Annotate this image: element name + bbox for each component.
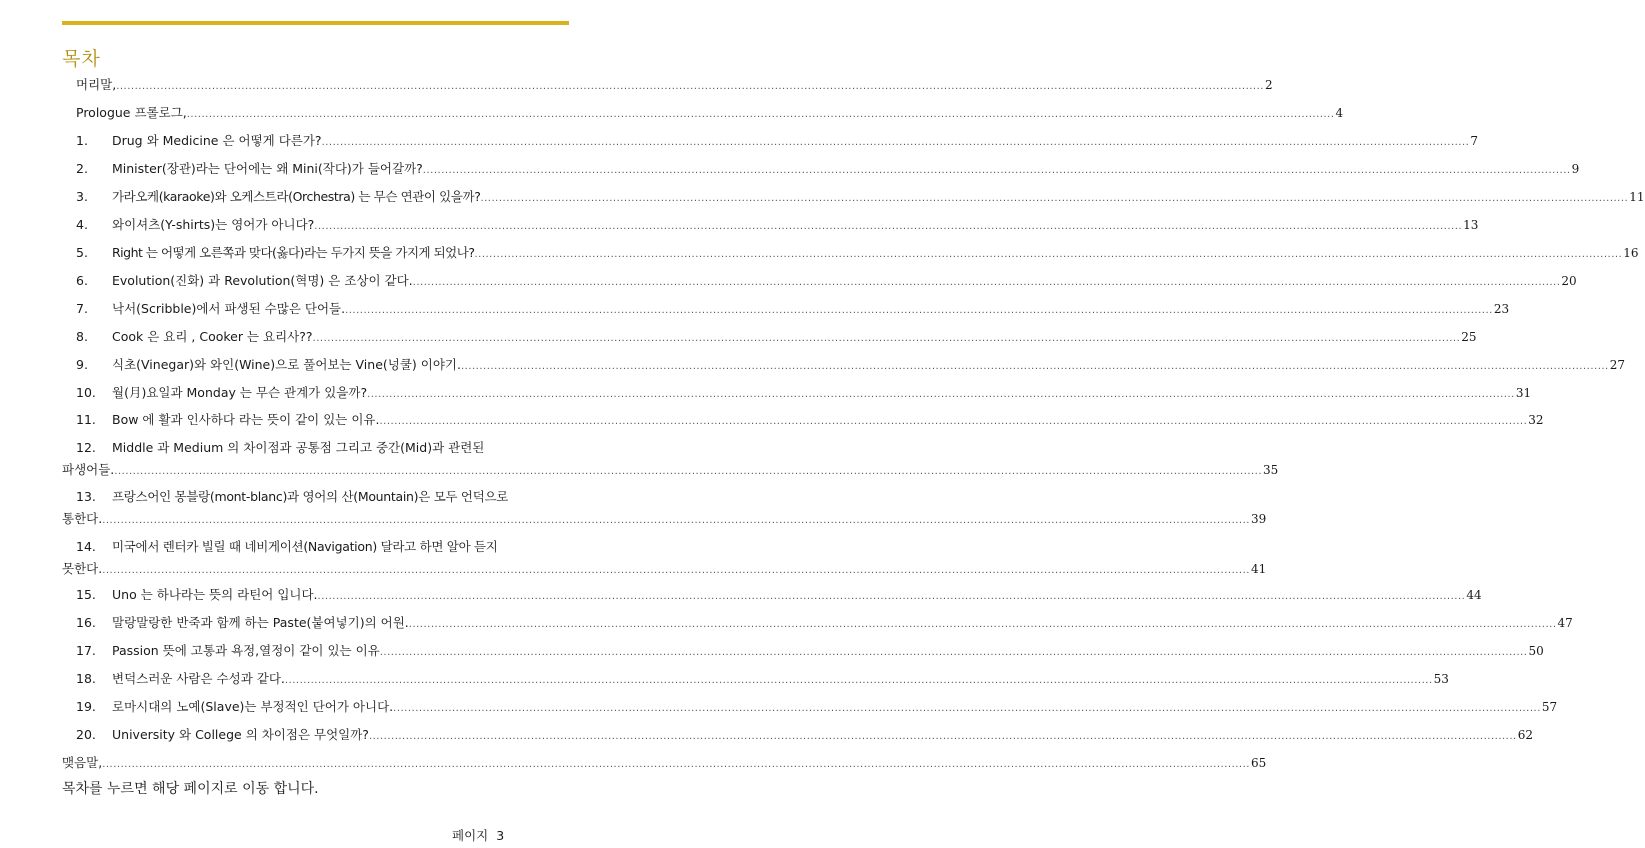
- toc-entry-number: 7.: [76, 301, 88, 316]
- toc-entry-number: 5.: [76, 245, 88, 260]
- toc-page-number: 50: [1528, 644, 1544, 658]
- toc-page-number: 13: [1463, 218, 1479, 232]
- toc-entry-13[interactable]: [62, 488, 1267, 530]
- leader-dots: [187, 106, 1335, 124]
- leader-dots: [474, 246, 1622, 264]
- toc-entry-number: 1.: [76, 133, 88, 148]
- toc-entry-15[interactable]: [76, 586, 1482, 606]
- toc-title: 목차: [62, 48, 101, 70]
- toc-entry-number: 12.: [76, 440, 96, 455]
- toc-entry-text: 프랑스어인 몽블랑(mont-blanc)과 영어의 산(Mountain)은 모두 언덕으로: [112, 489, 509, 504]
- toc-entry-number: 18.: [76, 671, 96, 686]
- toc-page-number: 27: [1609, 358, 1626, 372]
- leader-dots: [480, 190, 1628, 208]
- toc-entry-1[interactable]: [76, 132, 1478, 152]
- toc-entry-9[interactable]: [76, 356, 1626, 376]
- toc-page-number: 4: [1335, 106, 1344, 120]
- toc-entry-prologue[interactable]: [76, 104, 1344, 124]
- toc-page-number: 9: [1571, 162, 1580, 176]
- toc-entry-2[interactable]: [76, 160, 1580, 180]
- toc-page-number: 47: [1557, 616, 1573, 630]
- toc-entry-number: 4.: [76, 217, 88, 232]
- toc-entry-6[interactable]: [76, 272, 1577, 292]
- toc-entry-text: 맺음말,: [62, 755, 103, 770]
- toc-entry-text: 가라오케(karaoke)와 오케스트라(Orchestra) 는 무슨 연관이 있을까?: [112, 189, 481, 204]
- toc-entry-text: University 와 College 의 차이점은 무엇일까?: [112, 727, 369, 742]
- toc-page-number: 31: [1515, 386, 1532, 400]
- toc-entry-text: 낙서(Scribble)에서 파생된 수많은 단어들.: [112, 301, 346, 316]
- toc-page-number: 2: [1264, 78, 1273, 92]
- toc-entry-14[interactable]: [62, 538, 1267, 580]
- toc-entry-3[interactable]: [76, 188, 1645, 208]
- toc-entry-epilogue[interactable]: [62, 754, 1267, 774]
- leader-dots: [423, 162, 1571, 180]
- toc-page-number: 39: [1250, 512, 1267, 526]
- leader-dots: [413, 274, 1561, 292]
- leader-dots: [461, 358, 1609, 376]
- leader-dots: [116, 78, 1264, 96]
- toc-page-number: 11: [1629, 190, 1645, 204]
- toc-entry-12[interactable]: [62, 439, 1279, 481]
- toc-entry-text: Uno 는 하나라는 뜻의 라틴어 입니다.: [112, 587, 318, 602]
- toc-entry-number: 2.: [76, 161, 88, 176]
- toc-entry-5[interactable]: [76, 244, 1639, 264]
- toc-entry-text: 미국에서 렌터카 빌릴 때 네비게이션(Navigation) 달라고 하면 알아 듣지: [112, 539, 498, 554]
- toc-page-number: 23: [1493, 302, 1510, 316]
- toc-entry-text: Drug 와 Medicine 은 어떻게 다른가?: [112, 133, 322, 148]
- leader-dots: [345, 302, 1493, 320]
- leader-dots: [393, 700, 1541, 718]
- toc-entry-19[interactable]: [76, 698, 1558, 718]
- toc-entry-text: Evolution(진화) 과 Revolution(혁명) 은 조상이 같다.: [112, 273, 413, 288]
- leader-dots: [313, 330, 1461, 348]
- leader-dots: [318, 588, 1466, 606]
- toc-entry-number: 15.: [76, 587, 96, 602]
- toc-entry-number: 20.: [76, 727, 96, 742]
- toc-entry-text: 말랑말랑한 반죽과 함께 하는 Paste(붙여넣기)의 어원.: [112, 615, 409, 630]
- leader-dots: [367, 386, 1515, 404]
- page-footer: [452, 826, 504, 844]
- toc-entry-text: 식초(Vinegar)와 와인(Wine)으로 풀어보는 Vine(넝쿨) 이야기.: [112, 357, 461, 372]
- toc-entry-text: 와이셔츠(Y-shirts)는 영어가 아니다?: [112, 217, 315, 232]
- toc-page-number: 41: [1250, 562, 1267, 576]
- toc-page-number: 65: [1250, 756, 1267, 770]
- toc-entry-number: 6.: [76, 273, 88, 288]
- toc-page-number: 35: [1263, 463, 1279, 477]
- leader-dots: [322, 134, 1470, 152]
- toc-entry-16[interactable]: [76, 614, 1573, 634]
- leader-dots: [285, 672, 1433, 690]
- toc-entry-number: 14.: [76, 539, 96, 554]
- toc-entry-number: 16.: [76, 615, 96, 630]
- toc-entry-10[interactable]: [76, 384, 1532, 404]
- toc-page-number: 32: [1528, 413, 1544, 427]
- toc-entry-text: Prologue 프롤로그,: [76, 105, 187, 120]
- toc-entry-number: 8.: [76, 329, 88, 344]
- toc-entry-text: 로마시대의 노예(Slave)는 부정적인 단어가 아니다.: [112, 699, 394, 714]
- toc-entry-text: Right 는 어떻게 오른쪽과 맞다(옳다)라는 두가지 뜻을 가지게 되었나?: [112, 245, 475, 260]
- toc-page-number: 44: [1466, 588, 1482, 602]
- toc-entry-8[interactable]: [76, 328, 1477, 348]
- toc-entry-text: 월(月)요일과 Monday 는 무슨 관계가 있을까?: [112, 385, 368, 400]
- leader-dots: [379, 413, 1527, 431]
- toc-entry-number: 19.: [76, 699, 96, 714]
- toc-entry-number: 10.: [76, 385, 96, 400]
- toc-entry-text-cont: 통한다.: [62, 511, 103, 526]
- toc-entry-text-cont: 못한다.: [62, 561, 103, 576]
- toc-entry-11[interactable]: [76, 411, 1544, 431]
- toc-page-number: 62: [1517, 728, 1533, 742]
- toc-entry-text: 머리말,: [76, 77, 117, 92]
- toc-entry-17[interactable]: [76, 642, 1544, 662]
- toc-entry-text: Middle 과 Medium 의 차이점과 공통점 그리고 중간(Mid)과 관련된: [112, 440, 485, 455]
- toc-page-number: 25: [1461, 330, 1477, 344]
- leader-dots: [102, 562, 1250, 580]
- leader-dots: [409, 616, 1557, 634]
- toc-navigation-note: 목차를 누르면 해당 페이지로 이동 합니다.: [62, 781, 319, 797]
- header-rule: [62, 21, 569, 25]
- leader-dots: [102, 756, 1250, 774]
- leader-dots: [380, 644, 1528, 662]
- toc-page-number: 7: [1470, 134, 1478, 148]
- leader-dots: [114, 463, 1262, 481]
- toc-entry-number: 3.: [76, 189, 88, 204]
- toc-entry-4[interactable]: [76, 216, 1479, 236]
- toc-entry-text: Passion 뜻에 고통과 욕정,열정이 같이 있는 이유: [112, 643, 380, 658]
- toc-page-number: 57: [1541, 700, 1558, 714]
- toc-entry-number: 11.: [76, 412, 96, 427]
- page-number: 3: [496, 828, 505, 843]
- toc-entry-text: Bow 에 활과 인사하다 라는 뜻이 같이 있는 이유.: [112, 412, 380, 427]
- toc-entry-number: 9.: [76, 357, 88, 372]
- toc-entry-preface[interactable]: [76, 76, 1273, 96]
- toc-entry-text-cont: 파생어들.: [62, 462, 115, 477]
- toc-entry-number: 17.: [76, 643, 96, 658]
- toc-entry-20[interactable]: [76, 726, 1533, 746]
- toc-page-number: 53: [1433, 672, 1449, 686]
- toc-page-number: 20: [1561, 274, 1577, 288]
- toc-page-number: 16: [1623, 246, 1639, 260]
- toc-entry-18[interactable]: [76, 670, 1449, 690]
- toc-entry-7[interactable]: [76, 300, 1510, 320]
- leader-dots: [102, 512, 1250, 530]
- toc-entry-number: 13.: [76, 489, 96, 504]
- leader-dots: [369, 728, 1517, 746]
- toc-entry-text: Cook 은 요리 , Cooker 는 요리사??: [112, 329, 313, 344]
- leader-dots: [314, 218, 1462, 236]
- toc-entry-text: Minister(장관)라는 단어에는 왜 Mini(작다)가 들어갈까?: [112, 161, 423, 176]
- page-label: 페이지: [452, 828, 489, 843]
- toc-entry-text: 변덕스러운 사람은 수성과 같다.: [112, 671, 285, 686]
